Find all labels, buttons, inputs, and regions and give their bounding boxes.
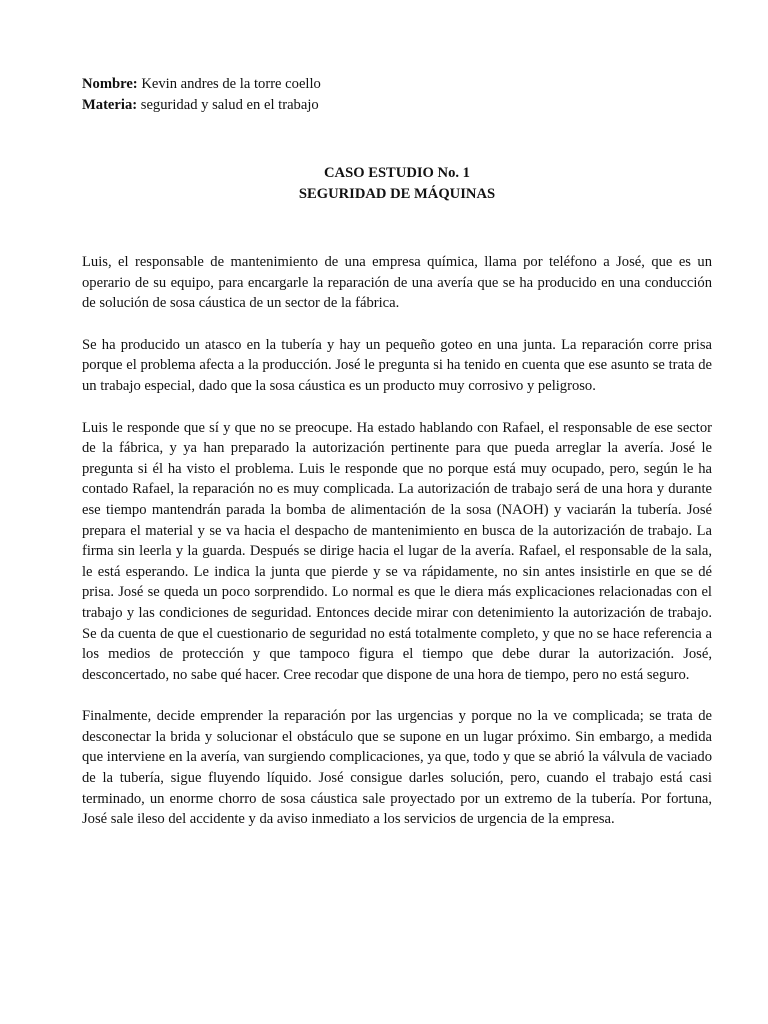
case-body: [82, 252, 712, 830]
name-label: Nombre:: [82, 76, 138, 92]
subject-label: Materia:: [82, 96, 138, 113]
paragraph-4: Finalmente, decide emprender la reparación por las urgencias y porque no la ve complicada; se trata de desconectar la brida y solucionar el obstáculo que se supone en un lugar próximo. Sin embargo, a medida que interviene en la avería, van surgiendo complicaciones, ya que, todo y que se abrió la válvula de vaciado de la tubería, sigue fluyendo líquido. José consigue darles solución, pero, cuando el trabajo está casi terminado, un enorme chorro de sosa cáustica sale proyectado por un extremo de la tubería. Por fortuna, José sale ileso del accidente y da aviso inmediato a los servicios de urgencia de la empresa.: [82, 708, 712, 828]
document-title: [82, 163, 712, 204]
paragraph-2: Se ha producido un atasco en la tubería y hay un pequeño goteo en una junta. La reparación corre prisa porque el problema afecta a la producción. José le pregunta si ha tenido en cuenta que ese asunto se trata de un trabajo especial, dado que la sosa cáustica es un producto muy corrosivo y peligroso.: [82, 336, 712, 394]
subject-line: [82, 95, 712, 116]
document-page: [82, 74, 712, 851]
title-line-2: SEGURIDAD DE MÁQUINAS: [298, 185, 496, 202]
paragraph-1: Luis, el responsable de mantenimiento de una empresa química, llama por teléfono a José, que es un operario de su equipo, para encargarle la reparación de una avería que se ha producido en una conducción de solución de sosa cáustica de un sector de la fábrica.: [82, 254, 712, 312]
student-name-line: [82, 74, 712, 95]
paragraph-3: Luis le responde que sí y que no se preocupe. Ha estado hablando con Rafael, el responsable de ese sector de la fábrica, y ya han preparado la autorización pertinente para que pueda arreglar la avería. José le pregunta si él ha visto el problema. Luis le responde que no porque está muy ocupado, pero, según le ha contado Rafael, la reparación no es muy complicada. La autorización de trabajo será de una hora y durante ese tiempo mantendrán parada la bomba de alimentación de la sosa (NAOH) y vaciarán la tubería. José prepara el material y se va hacia el despacho de mantenimiento en busca de la autorización de trabajo. La firma sin leerla y la guarda. Después se dirige hacia el lugar de la avería. Rafael, el responsable de la sala, le está esperando. Le indica la junta que pierde y se va rápidamente, no sin antes insistirle en que se dé prisa. José se queda un poco sorprendido. Lo normal es que le diera más explicaciones relacionadas con el trabajo y las condiciones de seguridad. Entonces decide mirar con detenimiento la autorización de trabajo. Se da cuenta de que el cuestionario de seguridad no está totalmente completo, y que no se hace referencia a los medios de protección y que tampoco figura el tiempo que debe durar la autorización. José, desconcertado, no sabe qué hacer. Cree recodar que dispone de una hora de tiempo, pero no está seguro.: [82, 419, 712, 683]
title-line-1: CASO ESTUDIO No. 1: [324, 165, 470, 181]
subject-value: seguridad y salud en el trabajo: [140, 96, 319, 113]
name-value: Kevin andres de la torre coello: [141, 76, 321, 92]
